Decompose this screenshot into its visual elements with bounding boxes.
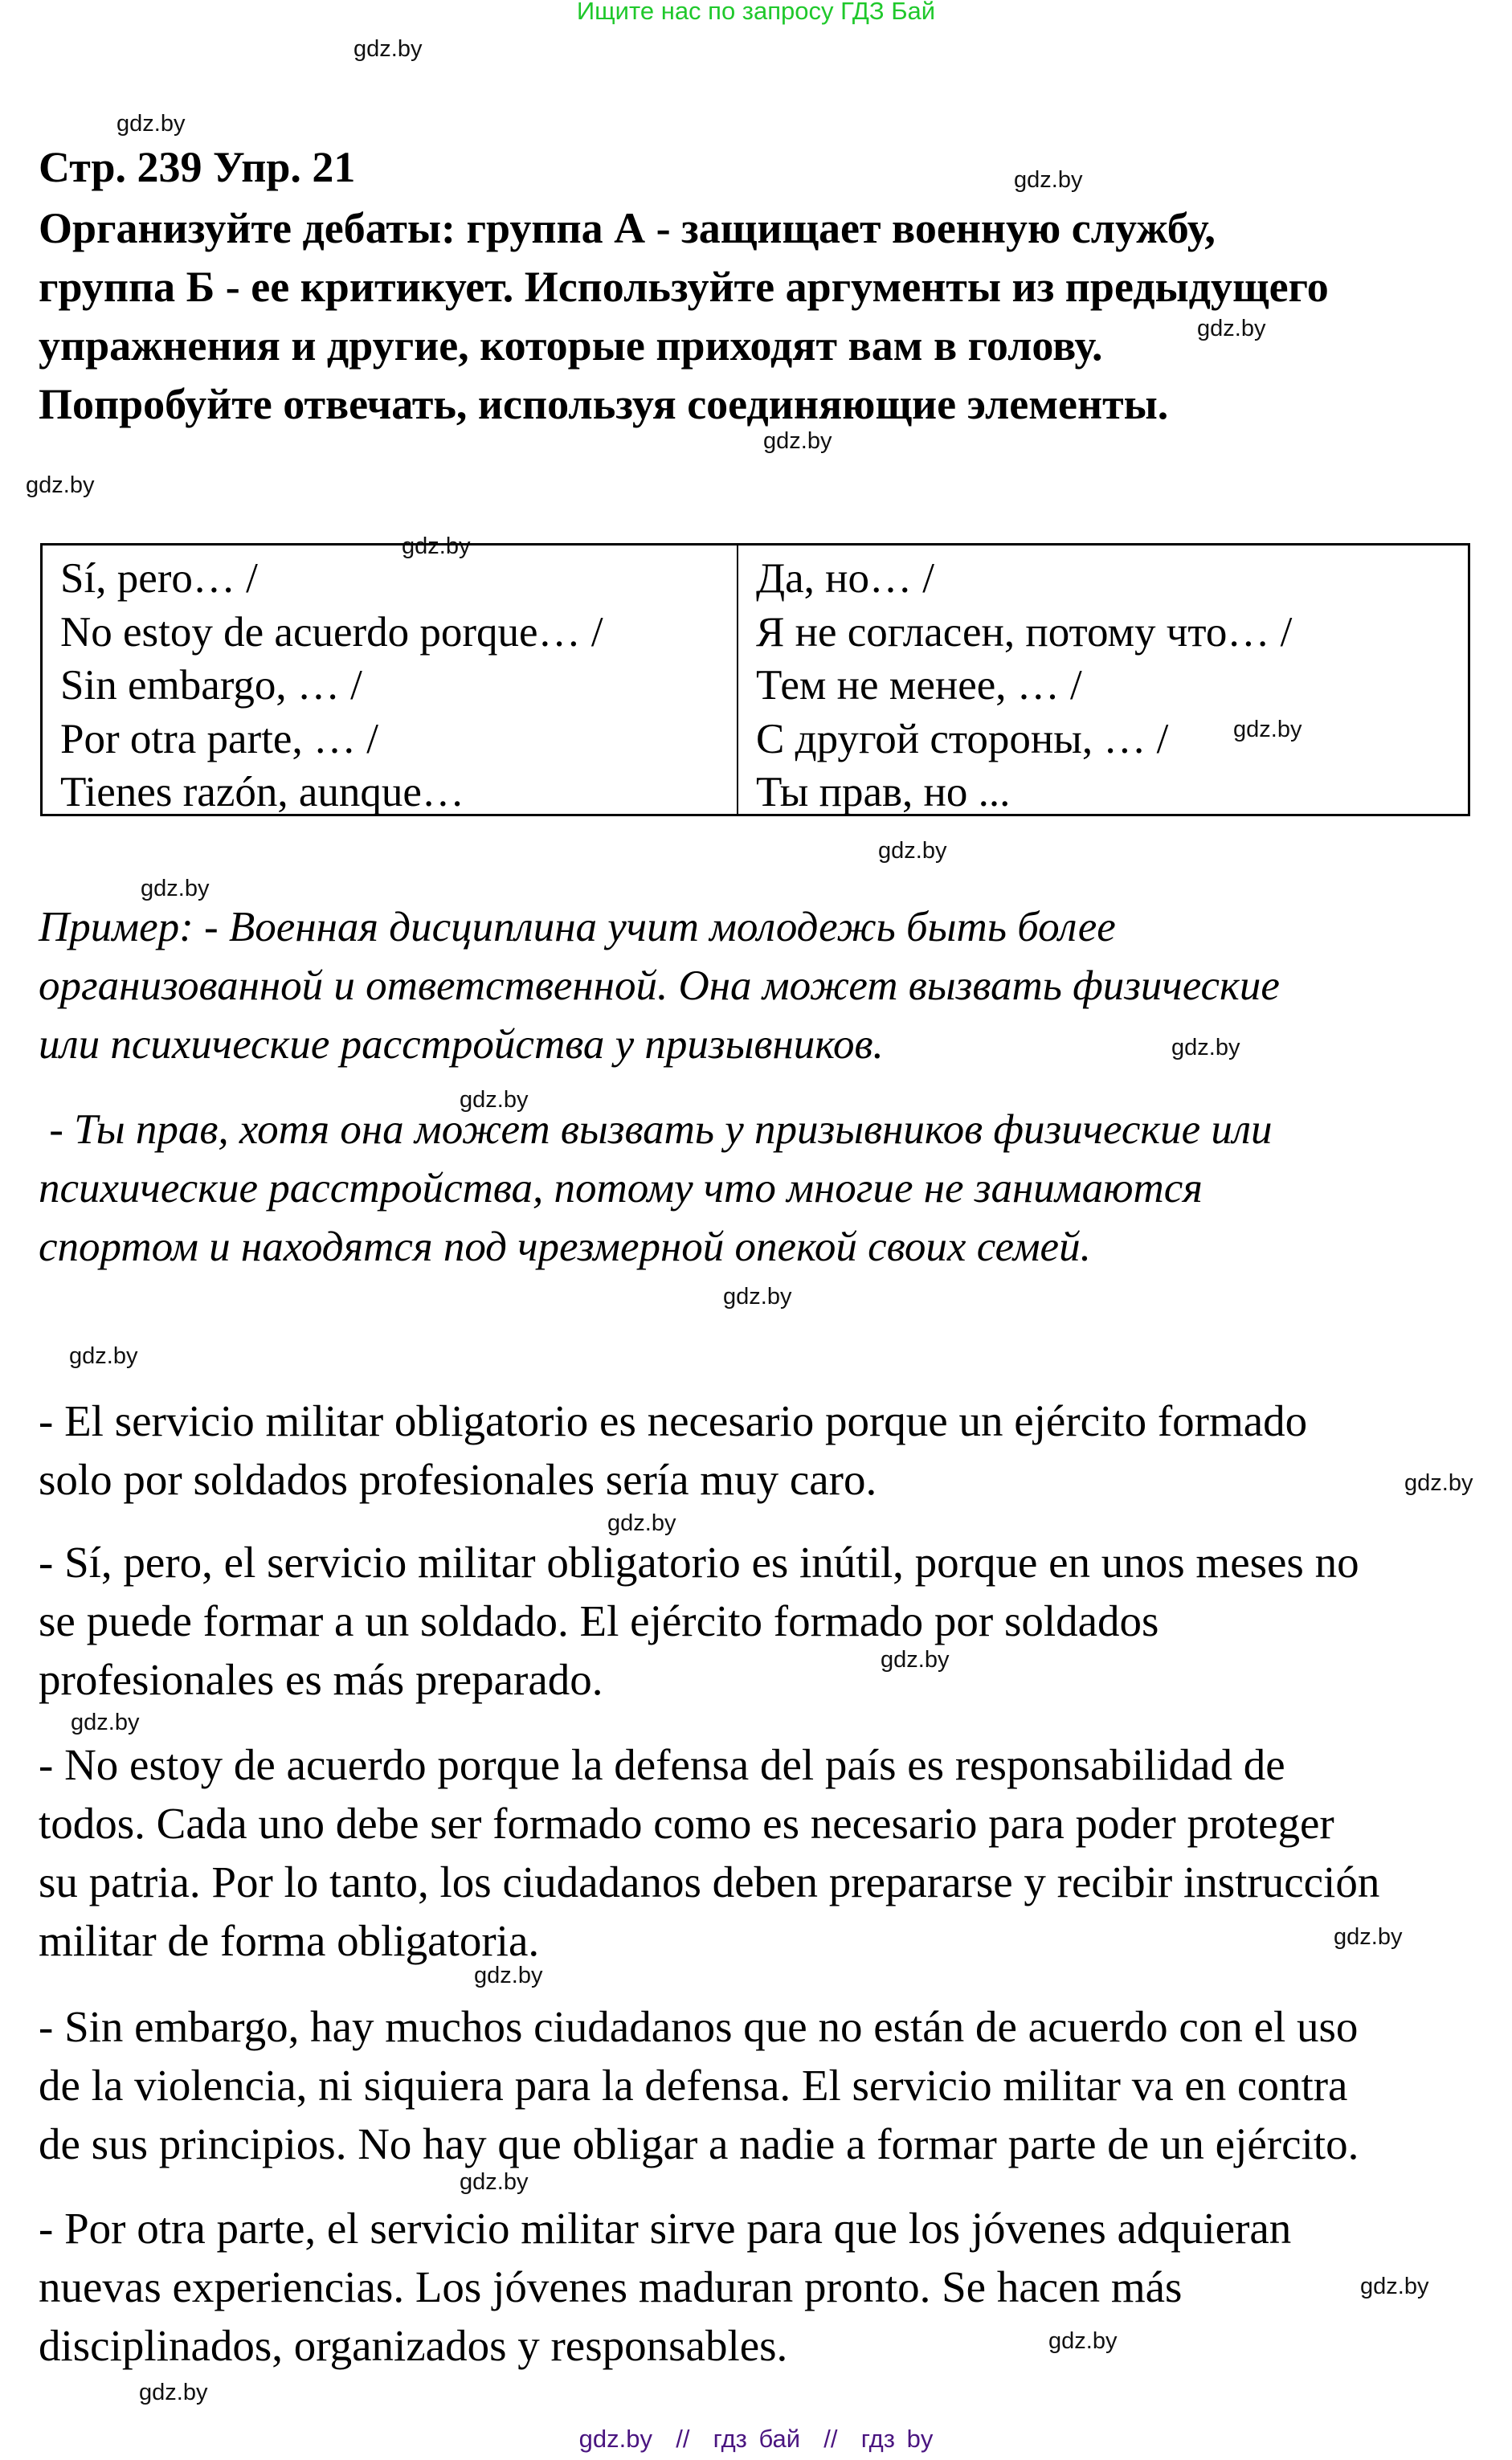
example-statement [39, 898, 1485, 1074]
dialogue-line: disciplinados, organizados y responsables. [39, 2321, 788, 2370]
dialogue-line: profesionales es más preparado. [39, 1655, 603, 1704]
watermark: gdz.by [1171, 1035, 1240, 1060]
task-line: Попробуйте отвечать, используя соединяющие элементы. [39, 380, 1169, 428]
watermark: gdz.by [1197, 316, 1266, 341]
watermark: gdz.by [1233, 717, 1302, 742]
dialogue-line: su patria. Por lo tanto, los ciudadanos deben prepararse y recibir instrucción [39, 1857, 1380, 1906]
footer-links[interactable]: gdz.by // гдз бай // гдз by [578, 2425, 934, 2453]
reply-line: психические расстройства, потому что многие не занимаются [39, 1165, 1203, 1212]
watermark: gdz.by [881, 1647, 950, 1673]
example-line: или психические расстройства у призывников. [39, 1021, 884, 1068]
watermark: gdz.by [1334, 1924, 1403, 1950]
task-line: упражнения и другие, которые приходят вам в голову. [39, 321, 1103, 370]
spanish-phrase: Tienes razón, aunque… [60, 769, 464, 815]
watermark: gdz.by [26, 472, 95, 498]
spanish-phrase: Sí, pero… / [60, 555, 258, 602]
task-line: группа Б - ее критикует. Используйте аргументы из предыдущего [39, 263, 1329, 311]
dialogue-line: - No estoy de acuerdo porque la defensa del país es responsabilidad de [39, 1740, 1285, 1789]
dialogue-turn-1 [39, 1391, 1501, 1509]
dialogue-turn-5 [39, 2199, 1501, 2375]
dialogue-line: - Sin embargo, hay muchos ciudadanos que no están de acuerdo con el uso [39, 2002, 1359, 2051]
watermark: gdz.by [141, 876, 210, 901]
dialogue-line: militar de forma obligatoria. [39, 1916, 540, 1965]
dialogue-line: - Sí, pero, el servicio militar obligatorio es inútil, porque en unos meses no [39, 1538, 1359, 1587]
watermark: gdz.by [69, 1343, 138, 1369]
spanish-phrase: No estoy de acuerdo porque… / [60, 608, 603, 656]
watermark: gdz.by [71, 1710, 140, 1735]
watermark: gdz.by [116, 111, 186, 137]
reply-line: - Ты прав, хотя она может вызвать у призывников физические или [39, 1106, 1273, 1153]
watermark: gdz.by [402, 533, 471, 559]
watermark: gdz.by [1360, 2274, 1429, 2299]
watermark: gdz.by [353, 36, 423, 62]
dialogue-line: de sus principios. No hay que obligar a nadie a formar parte de un ejército. [39, 2119, 1359, 2168]
watermark: gdz.by [460, 2169, 529, 2195]
russian-phrase: Тем не менее, … / [756, 662, 1082, 709]
russian-phrase: С другой стороны, … / [756, 715, 1169, 762]
watermark: gdz.by [1404, 1470, 1473, 1496]
dialogue-line: solo por soldados profesionales sería muy caro. [39, 1455, 877, 1504]
russian-phrase: Ты прав, но ... [756, 769, 1011, 815]
dialogue-turn-2 [39, 1533, 1501, 1709]
example-line: организованной и ответственной. Она может вызвать физические [39, 962, 1280, 1009]
dialogue-turn-3 [39, 1735, 1501, 1970]
reply-line: спортом и находятся под чрезмерной опекой своих семей. [39, 1224, 1091, 1270]
search-banner[interactable]: Ищите нас по запросу ГДЗ Бай [576, 0, 936, 25]
spanish-phrase: Sin embargo, … / [60, 662, 362, 709]
spanish-column [43, 546, 738, 814]
task-instructions [39, 199, 1485, 434]
watermark: gdz.by [460, 1087, 529, 1113]
watermark: gdz.by [1048, 2328, 1118, 2354]
example-line: Пример: - Военная дисциплина учит молодежь быть более [39, 904, 1116, 950]
watermark: gdz.by [763, 428, 832, 454]
watermark: gdz.by [607, 1510, 676, 1536]
connector-phrase-table [40, 543, 1470, 816]
dialogue-line: se puede formar a un soldado. El ejército formado por soldados [39, 1596, 1159, 1645]
dialogue-line: - El servicio militar obligatorio es necesario porque un ejército formado [39, 1396, 1308, 1445]
watermark: gdz.by [878, 838, 947, 864]
russian-phrase: Я не согласен, потому что… / [756, 608, 1293, 656]
russian-phrase: Да, но… / [756, 555, 935, 602]
watermark: gdz.by [723, 1284, 792, 1310]
example-reply [39, 1101, 1485, 1277]
watermark: gdz.by [1014, 167, 1083, 193]
dialogue-line: todos. Cada uno debe ser formado como es necesario para poder proteger [39, 1799, 1334, 1848]
watermark: gdz.by [474, 1963, 543, 1988]
exercise-title: Стр. 239 Упр. 21 [39, 143, 356, 191]
watermark: gdz.by [139, 2380, 208, 2405]
task-line: Организуйте дебаты: группа А - защищает военную службу, [39, 204, 1216, 252]
russian-column [738, 546, 1468, 814]
dialogue-turn-4 [39, 1997, 1501, 2173]
spanish-phrase: Por otra parte, … / [60, 715, 378, 762]
dialogue-line: - Por otra parte, el servicio militar sirve para que los jóvenes adquieran [39, 2204, 1292, 2253]
dialogue-line: de la violencia, ni siquiera para la defensa. El servicio militar va en contra [39, 2061, 1348, 2110]
dialogue-line: nuevas experiencias. Los jóvenes maduran pronto. Se hacen más [39, 2262, 1183, 2311]
